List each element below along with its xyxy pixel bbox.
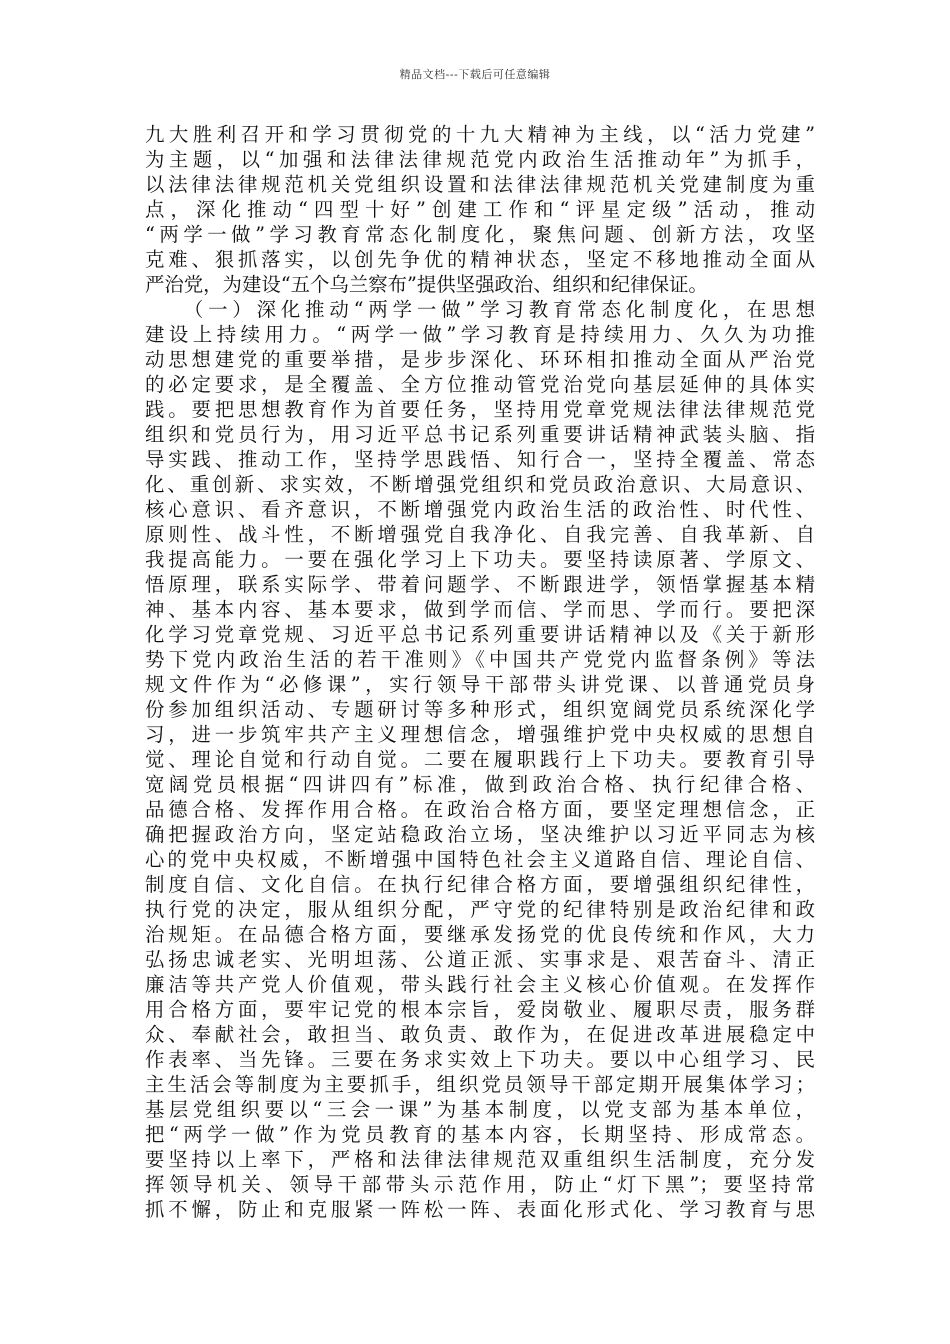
text-line: 原则性、战斗性，不断增强党自我净化、自我完善、自我革新、自 xyxy=(145,523,815,546)
text-line: 基层党组织要以“三会一课”为基本制度，以党支部为基本单位， xyxy=(145,1098,815,1121)
text-line: 规文件作为“必修课”，实行领导干部带头讲党课、以普通党员身 xyxy=(145,673,815,696)
text-line: 制度自信、文化自信。在执行纪律合格方面，要增强组织纪律性， xyxy=(145,873,815,896)
text-line: 我提高能力。一要在强化学习上下功夫。要坚持读原著、学原文、 xyxy=(145,548,815,571)
text-line: 为主题，以“加强和法律法律规范党内政治生活推动年”为抓手， xyxy=(145,148,815,171)
text-line: 悟原理，联系实际学、带着问题学、不断跟进学，领悟掌握基本精 xyxy=(145,573,815,596)
text-line: 治规矩。在品德合格方面，要继承发扬党的优良传统和作风，大力 xyxy=(145,923,815,946)
text-line: 践。要把思想教育作为首要任务，坚持用党章党规法律法律规范党 xyxy=(145,398,815,421)
text-line: 心的党中央权威，不断增强中国特色社会主义道路自信、理论自信、 xyxy=(145,848,815,871)
text-line: 习，进一步筑牢共产主义理想信念，增强维护党中央权威的思想自 xyxy=(145,723,815,746)
text-line: 导实践、推动工作，坚持学思践悟、知行合一，坚持全覆盖、常态 xyxy=(145,448,815,471)
text-line: 用合格方面，要牢记党的根本宗旨，爱岗敬业、履职尽责，服务群 xyxy=(145,998,815,1021)
text-line: 要坚持以上率下，严格和法律法律规范双重组织生活制度，充分发 xyxy=(145,1148,815,1171)
text-line: 挥领导机关、领导干部带头示范作用，防止“灯下黑”；要坚持常 xyxy=(145,1173,815,1196)
text-line: 神、基本内容、基本要求，做到学而信、学而思、学而行。要把深 xyxy=(145,598,815,621)
text-line: 九大胜利召开和学习贯彻党的十九大精神为主线，以“活力党建” xyxy=(145,123,815,146)
text-line: 动思想建党的重要举措，是步步深化、环环相扣推动全面从严治党 xyxy=(145,348,815,371)
text-line: 化学习党章党规、习近平总书记系列重要讲话精神以及《关于新形 xyxy=(145,623,815,646)
document-body xyxy=(145,122,815,1222)
text-line: 建设上持续用力。“两学一做”学习教育是持续用力、久久为功推 xyxy=(145,323,815,346)
text-line: 把“两学一做”作为党员教育的基本内容，长期坚持、形成常态。 xyxy=(145,1123,815,1146)
text-line: 执行党的决定，服从组织分配，严守党的纪律特别是政治纪律和政 xyxy=(145,898,815,921)
text-line: 抓不懈，防止和克服紧一阵松一阵、表面化形式化、学习教育与思 xyxy=(145,1198,815,1221)
text-line: 克难、狠抓落实，以创先争优的精神状态，坚定不移地推动全面从 xyxy=(145,248,815,271)
text-line: 核心意识、看齐意识，不断增强党内政治生活的政治性、时代性、 xyxy=(145,498,815,521)
text-line: 严治党，为建设“五个乌兰察布”提供坚强政治、组织和纪律保证。 xyxy=(145,273,708,296)
text-line: 觉、理论自觉和行动自觉。二要在履职践行上下功夫。要教育引导 xyxy=(145,748,815,771)
text-line: 点，深化推动“四型十好”创建工作和“评星定级”活动，推动 xyxy=(145,198,815,221)
text-line: 确把握政治方向，坚定站稳政治立场，坚决维护以习近平同志为核 xyxy=(145,823,815,846)
text-line: 弘扬忠诚老实、光明坦荡、公道正派、实事求是、艰苦奋斗、清正 xyxy=(145,948,815,971)
text-line: 宽阔党员根据“四讲四有”标准，做到政治合格、执行纪律合格、 xyxy=(145,773,815,796)
text-line: 主生活会等制度为主要抓手，组织党员领导干部定期开展集体学习； xyxy=(145,1073,815,1096)
text-line: 势下党内政治生活的若干准则》《中国共产党党内监督条例》等法 xyxy=(145,648,815,671)
text-line: 众、奉献社会，敢担当、敢负责、敢作为，在促进改革进展稳定中 xyxy=(145,1023,815,1046)
text-line: 份参加组织活动、专题研讨等多种形式，组织宽阔党员系统深化学 xyxy=(145,698,815,721)
page-header: 精品文档---下载后可任意编辑 xyxy=(399,68,551,81)
text-line: 化、重创新、求实效，不断增强党组织和党员政治意识、大局意识、 xyxy=(145,473,815,496)
text-line: （一）深化推动“两学一做”学习教育常态化制度化，在思想 xyxy=(145,298,815,321)
text-line: 组织和党员行为，用习近平总书记系列重要讲话精神武装头脑、指 xyxy=(145,423,815,446)
text-line: 以法律法律规范机关党组织设置和法律法律规范机关党建制度为重 xyxy=(145,173,815,196)
text-line: 作表率、当先锋。三要在务求实效上下功夫。要以中心组学习、民 xyxy=(145,1048,815,1071)
text-line: 廉洁等共产党人价值观，带头践行社会主义核心价值观。在发挥作 xyxy=(145,973,815,996)
text-line: 的必定要求，是全覆盖、全方位推动管党治党向基层延伸的具体实 xyxy=(145,373,815,396)
text-line: 品德合格、发挥作用合格。在政治合格方面，要坚定理想信念，正 xyxy=(145,798,815,821)
text-line: “两学一做”学习教育常态化制度化，聚焦问题、创新方法，攻坚 xyxy=(145,223,815,246)
